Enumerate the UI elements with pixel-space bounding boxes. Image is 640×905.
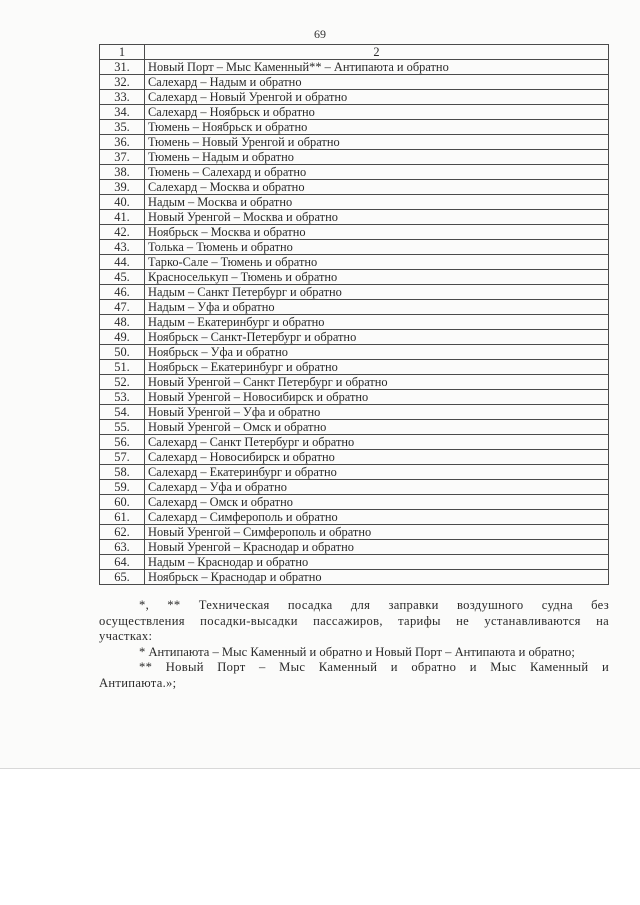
row-number: 31. — [100, 60, 145, 75]
table-row — [100, 300, 609, 315]
table-row — [100, 255, 609, 270]
row-route: Тюмень – Ноябрьск и обратно — [145, 120, 609, 135]
table-row — [100, 210, 609, 225]
table-row — [100, 495, 609, 510]
row-route: Новый Уренгой – Омск и обратно — [145, 420, 609, 435]
row-number: 44. — [100, 255, 145, 270]
table-row — [100, 465, 609, 480]
table-row — [100, 420, 609, 435]
table-row — [100, 90, 609, 105]
row-route: Салехард – Надым и обратно — [145, 75, 609, 90]
table-row — [100, 540, 609, 555]
row-number: 43. — [100, 240, 145, 255]
row-number: 53. — [100, 390, 145, 405]
row-number: 46. — [100, 285, 145, 300]
row-route: Тюмень – Новый Уренгой и обратно — [145, 135, 609, 150]
row-number: 33. — [100, 90, 145, 105]
row-route: Тюмень – Надым и обратно — [145, 150, 609, 165]
table-row — [100, 225, 609, 240]
table-row — [100, 510, 609, 525]
routes-table-body — [100, 60, 609, 585]
table-header-row — [100, 45, 609, 60]
row-number: 54. — [100, 405, 145, 420]
row-route: Тарко-Сале – Тюмень и обратно — [145, 255, 609, 270]
row-route: Толька – Тюмень и обратно — [145, 240, 609, 255]
table-row — [100, 360, 609, 375]
row-route: Новый Уренгой – Краснодар и обратно — [145, 540, 609, 555]
row-number: 52. — [100, 375, 145, 390]
row-route: Новый Уренгой – Симферополь и обратно — [145, 525, 609, 540]
row-route: Салехард – Омск и обратно — [145, 495, 609, 510]
row-number: 61. — [100, 510, 145, 525]
row-number: 63. — [100, 540, 145, 555]
routes-table — [99, 44, 609, 585]
table-row — [100, 75, 609, 90]
row-route: Ноябрьск – Санкт-Петербург и обратно — [145, 330, 609, 345]
row-route: Ноябрьск – Краснодар и обратно — [145, 570, 609, 585]
row-number: 39. — [100, 180, 145, 195]
row-number: 65. — [100, 570, 145, 585]
row-route: Новый Уренгой – Санкт Петербург и обратно — [145, 375, 609, 390]
table-row — [100, 555, 609, 570]
header-route-column: 2 — [145, 45, 609, 60]
row-number: 58. — [100, 465, 145, 480]
row-number: 55. — [100, 420, 145, 435]
row-number: 64. — [100, 555, 145, 570]
table-row — [100, 120, 609, 135]
table-row — [100, 195, 609, 210]
row-number: 57. — [100, 450, 145, 465]
row-number: 51. — [100, 360, 145, 375]
footnote-single-asterisk: * Антипаюта – Мыс Каменный и обратно и Новый Порт – Антипаюта и обратно; — [139, 644, 575, 659]
row-number: 56. — [100, 435, 145, 450]
table-row — [100, 450, 609, 465]
row-number: 34. — [100, 105, 145, 120]
row-route: Новый Порт – Мыс Каменный** – Антипаюта и обратно — [145, 60, 609, 75]
row-route: Тюмень – Салехард и обратно — [145, 165, 609, 180]
row-route: Надым – Екатеринбург и обратно — [145, 315, 609, 330]
row-route: Ноябрьск – Екатеринбург и обратно — [145, 360, 609, 375]
row-route: Новый Уренгой – Уфа и обратно — [145, 405, 609, 420]
header-number-column: 1 — [100, 45, 145, 60]
table-row — [100, 315, 609, 330]
table-row — [100, 150, 609, 165]
row-route: Ноябрьск – Москва и обратно — [145, 225, 609, 240]
table-row — [100, 330, 609, 345]
row-route: Красноселькуп – Тюмень и обратно — [145, 270, 609, 285]
row-route: Салехард – Ноябрьск и обратно — [145, 105, 609, 120]
row-number: 45. — [100, 270, 145, 285]
table-row — [100, 405, 609, 420]
table-row — [100, 270, 609, 285]
footnote-intro: *, ** Техническая посадка для заправки воздушного судна без осуществления посадки-высадки пассажиров, тарифы не устанавливаются на участках: — [99, 598, 609, 643]
row-route: Надым – Краснодар и обратно — [145, 555, 609, 570]
row-route: Салехард – Санкт Петербург и обратно — [145, 435, 609, 450]
row-route: Салехард – Москва и обратно — [145, 180, 609, 195]
row-route: Салехард – Симферополь и обратно — [145, 510, 609, 525]
row-number: 37. — [100, 150, 145, 165]
table-row — [100, 60, 609, 75]
table-row — [100, 480, 609, 495]
row-number: 59. — [100, 480, 145, 495]
table-row — [100, 135, 609, 150]
table-row — [100, 525, 609, 540]
table-row — [100, 390, 609, 405]
row-number: 49. — [100, 330, 145, 345]
row-route: Надым – Уфа и обратно — [145, 300, 609, 315]
table-row — [100, 435, 609, 450]
row-number: 62. — [100, 525, 145, 540]
table-row — [100, 180, 609, 195]
row-route: Надым – Санкт Петербург и обратно — [145, 285, 609, 300]
row-route: Новый Уренгой – Новосибирск и обратно — [145, 390, 609, 405]
row-number: 38. — [100, 165, 145, 180]
page-number: 69 — [314, 27, 326, 41]
row-route: Новый Уренгой – Москва и обратно — [145, 210, 609, 225]
row-number: 50. — [100, 345, 145, 360]
table-row — [100, 105, 609, 120]
row-number: 60. — [100, 495, 145, 510]
row-number: 35. — [100, 120, 145, 135]
row-route: Салехард – Уфа и обратно — [145, 480, 609, 495]
row-route: Салехард – Новый Уренгой и обратно — [145, 90, 609, 105]
row-number: 48. — [100, 315, 145, 330]
row-route: Салехард – Новосибирск и обратно — [145, 450, 609, 465]
table-row — [100, 165, 609, 180]
table-row — [100, 570, 609, 585]
row-number: 42. — [100, 225, 145, 240]
row-number: 36. — [100, 135, 145, 150]
footnote-double-asterisk: ** Новый Порт – Мыс Каменный и обратно и Мыс Каменный и Антипаюта.»; — [99, 660, 609, 690]
row-number: 32. — [100, 75, 145, 90]
table-row — [100, 345, 609, 360]
table-row — [100, 285, 609, 300]
table-row — [100, 375, 609, 390]
row-route: Ноябрьск – Уфа и обратно — [145, 345, 609, 360]
row-route: Надым – Москва и обратно — [145, 195, 609, 210]
row-number: 41. — [100, 210, 145, 225]
table-row — [100, 240, 609, 255]
row-number: 40. — [100, 195, 145, 210]
footnote-block — [99, 598, 609, 691]
row-number: 47. — [100, 300, 145, 315]
row-route: Салехард – Екатеринбург и обратно — [145, 465, 609, 480]
